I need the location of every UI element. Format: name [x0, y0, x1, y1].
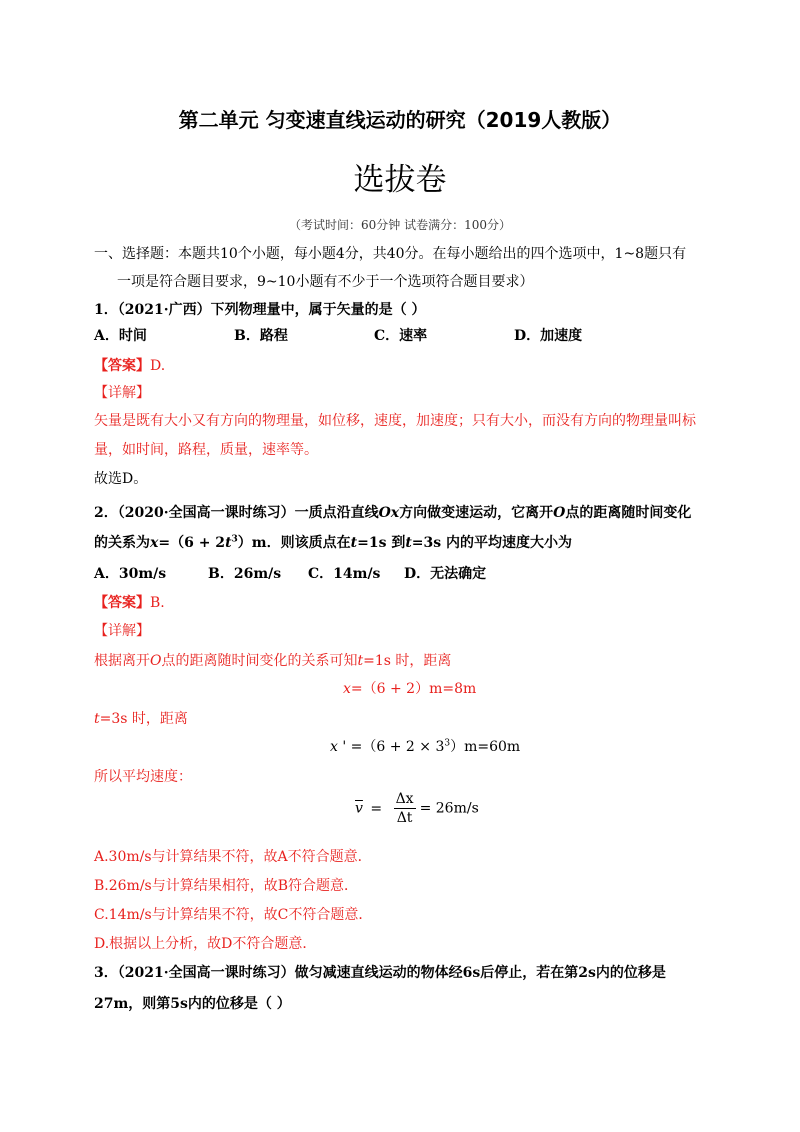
q2-stem-t: t: [225, 535, 232, 551]
q2-eq2-x: x: [330, 739, 338, 755]
page-title: 第二单元 匀变速直线运动的研究（2019人教版）: [178, 108, 622, 132]
q2-eq2-exponent: 3: [444, 738, 451, 749]
q1-option-d: D．加速度: [514, 328, 583, 344]
q2-answer-label: 【答案】: [94, 595, 150, 611]
q2-detail-t: t: [94, 711, 100, 727]
section-heading-line1: 一、选择题：本题共10个小题，每小题4分，共40分。在每小题给出的四个选项中，1~8题只有: [94, 246, 687, 262]
q2-eq2-text: ）m=60m: [450, 739, 521, 755]
q2-equation-1: [343, 678, 476, 698]
q2-answer: [94, 592, 165, 612]
q2-stem-text: 2．（2020·全国高一课时练习）一质点沿直线: [94, 505, 379, 521]
q2-equation-2: [330, 736, 520, 756]
q2-stem-exponent: 3: [231, 534, 238, 545]
q1-option-b: B．路程: [234, 328, 288, 344]
q1-option-a: A．时间: [94, 328, 147, 344]
q1-detail-label: 【详解】: [94, 385, 150, 401]
q2-detail-text: =3s 时，距离: [99, 711, 188, 727]
q2-detail-line3: 所以平均速度：: [94, 769, 192, 785]
q2-answer-value: B.: [150, 595, 165, 611]
q2-stem-ox: Ox: [378, 505, 400, 521]
q2-eq3-v: $\overline{v}$: [355, 800, 363, 817]
q2-stem-text: 的关系为: [94, 535, 150, 551]
q2-stem-t: t: [350, 535, 358, 551]
section-heading-line2: 一项是符合题目要求，9~10小题有不少于一个选项符合题目要求）: [117, 274, 534, 290]
q2-eq2-text: ' =（6 + 2 × 3: [337, 739, 445, 755]
q1-detail-line2: 量，如时间，路程，质量，速率等。: [94, 442, 318, 458]
q2-eq3-result: = 26m/s: [419, 800, 479, 817]
q2-stem-text: ）m．则该质点在: [237, 535, 351, 551]
q3-stem-line1: 3．（2021·全国高一课时练习）做匀减速直线运动的物体经6s后停止，若在第2s内的位移是: [94, 965, 666, 981]
q2-stem-o: O: [553, 505, 566, 521]
q2-analysis-a: A.30m/s与计算结果不符，故A不符合题意．: [94, 849, 372, 865]
q2-analysis-b: B.26m/s与计算结果相符，故B符合题意．: [94, 878, 359, 894]
q1-answer: [94, 355, 165, 375]
q2-stem-x: x: [150, 535, 159, 551]
q2-analysis-c: C.14m/s与计算结果不符，故C不符合题意．: [94, 907, 373, 923]
q1-option-c: C．速率: [374, 328, 428, 344]
q1-answer-value: D.: [150, 358, 166, 374]
q2-stem-t: t: [405, 535, 412, 551]
q2-detail-line2: [94, 708, 188, 728]
q2-detail-text: 根据离开: [94, 653, 150, 669]
q2-stem-text: 方向做变速运动，它离开: [399, 505, 554, 521]
q2-detail-text: 点的距离随时间变化的关系可知: [161, 653, 358, 669]
q2-stem-formula: =（6 + 2: [158, 535, 226, 551]
q1-conclusion: 故选D。: [94, 471, 148, 487]
q2-stem-line2: [94, 532, 572, 552]
q3-stem-line2: 27m，则第5s内的位移是（ ）: [94, 996, 291, 1012]
q2-detail-label: 【详解】: [94, 623, 150, 639]
q2-stem-line1: [94, 502, 691, 522]
q2-option-a: A．30m/s: [94, 566, 167, 582]
q2-eq3-denominator: Δt: [396, 810, 413, 826]
exam-info: （考试时间：60分钟 试卷满分：100分）: [289, 218, 511, 232]
q2-eq1-text: =（6 + 2）m=8m: [350, 681, 477, 697]
q1-answer-label: 【答案】: [94, 358, 150, 374]
q2-eq3-fraction: [394, 790, 416, 827]
q2-eq1-x: x: [343, 681, 351, 697]
q1-detail-line1: 矢量是既有大小又有方向的物理量，如位移，速度，加速度；只有大小，而没有方向的物理量叫标: [94, 413, 696, 429]
q2-analysis-d: D.根据以上分析，故D不符合题意．: [94, 936, 317, 952]
q2-detail-text: =1s 时，距离: [363, 653, 452, 669]
q2-stem-text: =1s 到: [357, 535, 406, 551]
q2-stem-text: =3s 内的平均速度大小为: [411, 535, 573, 551]
q2-eq3-numerator: Δx: [395, 791, 414, 807]
q1-stem: 1．（2021·广西）下列物理量中，属于矢量的是（ ）: [94, 302, 426, 318]
q2-eq3-equals: =: [370, 800, 383, 817]
q2-equation-3: [355, 790, 479, 827]
q2-detail-t: t: [357, 653, 364, 669]
page-subtitle: 选拔卷: [353, 162, 447, 198]
q2-stem-text: 点的距离随时间变化: [565, 505, 692, 521]
q2-detail-o: O: [150, 653, 162, 669]
q2-option-b: B．26m/s: [208, 566, 282, 582]
q2-detail-line1: [94, 650, 451, 670]
q2-option-d: D．无法确定: [404, 566, 487, 582]
q2-option-c: C．14m/s: [308, 566, 381, 582]
